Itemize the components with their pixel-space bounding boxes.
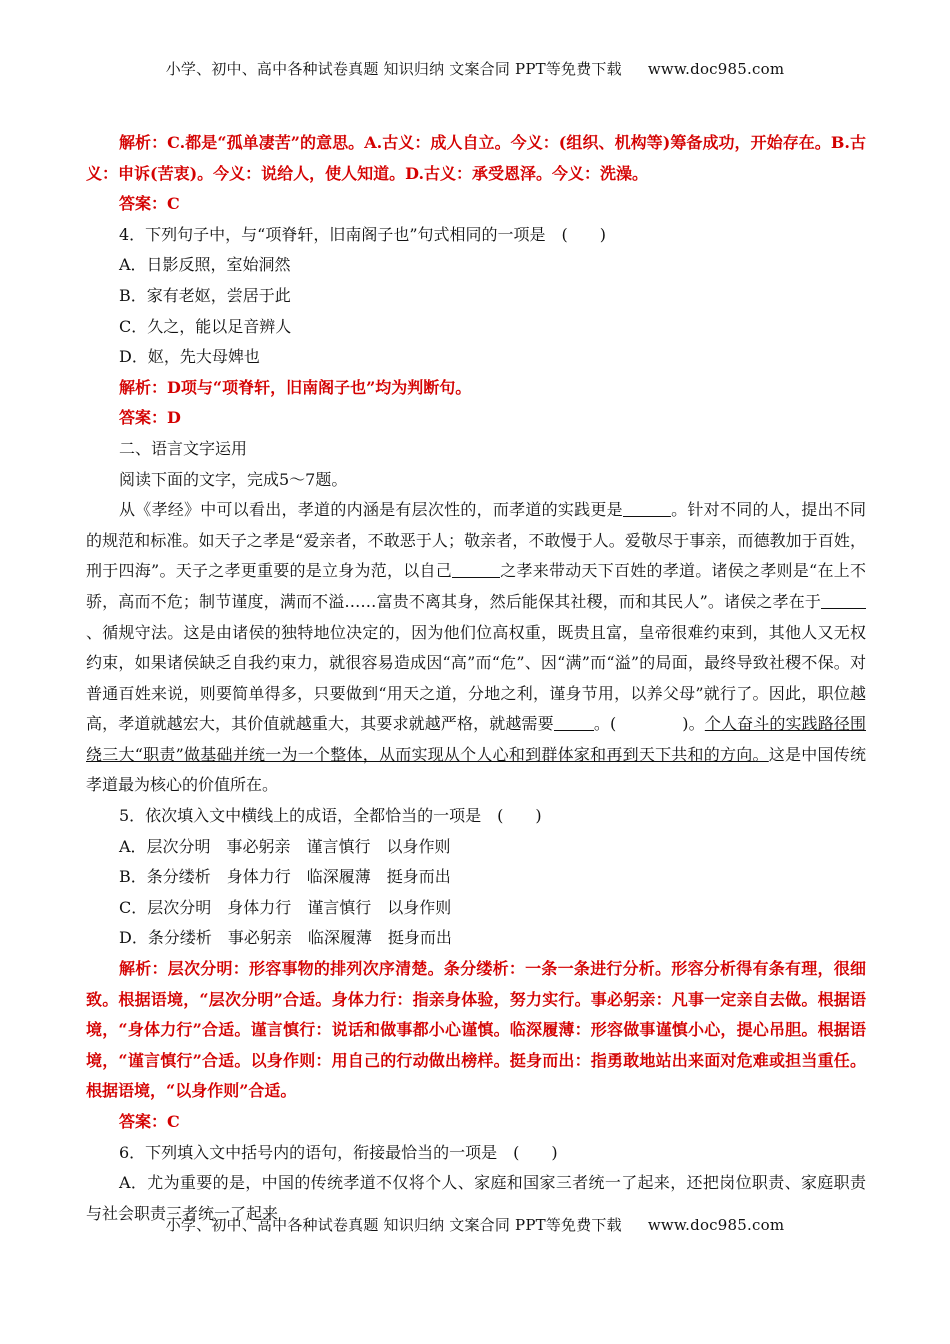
passage-part-6: )。 bbox=[682, 714, 705, 734]
q5-option-a: A．层次分明 事必躬亲 谨言慎行 以身作则 bbox=[119, 836, 451, 856]
q5-stem: 5．依次填入文中横线上的成语，全都恰当的一项是 ( ) bbox=[119, 806, 542, 826]
blank-1 bbox=[623, 499, 671, 517]
q6-stem: 6．下列填入文中括号内的语句，衔接最恰当的一项是 ( ) bbox=[119, 1142, 558, 1162]
q4-option-a: A．日影反照，室始洞然 bbox=[119, 255, 291, 275]
header-text: 小学、初中、高中各种试卷真题 知识归纳 文案合同 PPT等免费下载 bbox=[165, 60, 622, 78]
footer-text: 小学、初中、高中各种试卷真题 知识归纳 文案合同 PPT等免费下载 bbox=[165, 1216, 622, 1234]
reading-passage bbox=[86, 495, 866, 801]
passage-part-1: 从《孝经》中可以看出，孝道的内涵是有层次性的，而孝道的实践更是 bbox=[119, 500, 623, 520]
passage-part-5: 。( bbox=[593, 714, 617, 734]
header-url[interactable]: www.doc985.com bbox=[647, 60, 785, 78]
q5-analysis: 解析：层次分明：形容事物的排列次序清楚。条分缕析：一条一条进行分析。形容分析得有条有理，很细致。根据语境，“层次分明”合适。身体力行：指亲身体验，努力实行。事必躬亲：凡事一定亲自去做。根据语境，“身体力行”合适。谨言慎行：说话和做事都小心谨慎。临深履薄：形容做事谨慎小心，提心吊胆。根据语境，“谨言慎行”合适。以身作则：用自己的行动做出榜样。挺身而出：指勇敢地站出来面对危难或担当重任。根据语境，“以身作则”合适。 bbox=[86, 959, 866, 1101]
q4-option-b: B．家有老妪，尝居于此 bbox=[119, 285, 291, 305]
page-footer bbox=[0, 1214, 950, 1235]
q4-option-d: D．妪，先大母婢也 bbox=[119, 347, 260, 367]
passage-part-3: 之孝来带动天下百姓的孝道。诸侯之孝则是“在上不骄，高而不危；制节谨度，满而不溢……富贵不离其身，然后能保其社稷，而和其民人”。诸侯之孝在于 bbox=[86, 561, 866, 611]
passage-part-2: 。针对不同的人，提出不同的规范和标准。如天子之孝是“爱亲者，不敢恶于人；敬亲者，不敢慢于人。爱敬尽于事亲，而德教加于百姓，刑于四海”。天子之孝更重要的是立身为范，以自己 bbox=[86, 500, 866, 581]
q5-option-d: D．条分缕析 事必躬亲 临深履薄 挺身而出 bbox=[119, 928, 452, 948]
q4-analysis: 解析：D项与“项脊轩，旧南阁子也”均为判断句。 bbox=[119, 377, 472, 397]
passage-part-4: 、循规守法。这是由诸侯的独特地位决定的，因为他们位高权重，既贵且富，皇帝很难约束到，其他人又无权约束，如果诸侯缺乏自我约束力，就很容易造成因“高”而“危”、因“满”而“溢”的局面，最终导致社稷不保。对普通百姓来说，则要简单得多，只要做到“用天之道，分地之利，谨身节用，以养父母”就行了。因此，职位越高，孝道就越宏大，其价值就越重大，其要求就越严格，就越需要 bbox=[86, 622, 866, 734]
blank-2 bbox=[452, 560, 500, 578]
q6-option-a: A．尤为重要的是，中国的传统孝道不仅将个人、家庭和国家三者统一了起来，还把岗位职责、家庭职责与社会职责三者统一了起来 bbox=[86, 1173, 866, 1223]
blank-3 bbox=[821, 591, 866, 609]
blank-4 bbox=[554, 713, 594, 731]
q4-stem: 4．下列句子中，与“项脊轩，旧南阁子也”句式相同的一项是 ( ) bbox=[119, 224, 607, 244]
q3-analysis: 解析：C.都是“孤单凄苦”的意思。A.古义：成人自立。今义：(组织、机构等)筹备成功，开始存在。B.古义：申诉(苦衷)。今义：说给人，使人知道。D.古义：承受恩泽。今义：洗澡。 bbox=[86, 133, 866, 183]
q4-option-c: C．久之，能以足音辨人 bbox=[119, 316, 292, 336]
q5-answer: 答案：C bbox=[119, 1112, 180, 1131]
q5-option-c: C．层次分明 身体力行 谨言慎行 以身作则 bbox=[119, 897, 452, 917]
underlined-sentence: 个人奋斗的实践路径围绕三大“职责”做基础并统一为一个整体，从而实现从个人心和到群体家和再到天下共和的方向。 bbox=[86, 714, 866, 764]
q4-answer: 答案：D bbox=[119, 408, 181, 428]
page-header bbox=[0, 58, 950, 79]
section-instruction: 阅读下面的文字，完成5～7题。 bbox=[119, 469, 348, 489]
passage-part-8: 这是中国传统孝道最为核心的价值所在。 bbox=[86, 744, 866, 795]
document-body bbox=[86, 128, 866, 1229]
footer-url[interactable]: www.doc985.com bbox=[647, 1216, 785, 1234]
q3-answer: 答案：C bbox=[119, 194, 180, 214]
section-title: 二、语言文字运用 bbox=[119, 438, 248, 458]
q5-option-b: B．条分缕析 身体力行 临深履薄 挺身而出 bbox=[119, 867, 451, 887]
